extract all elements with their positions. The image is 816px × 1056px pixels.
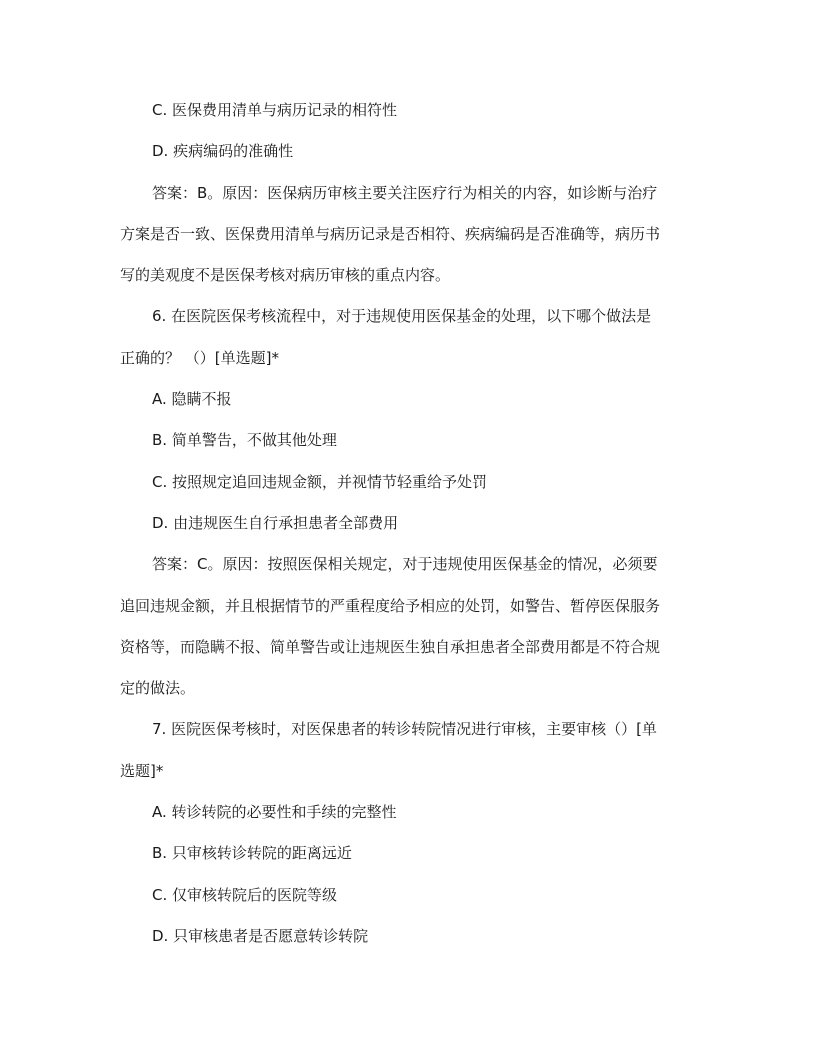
option-c-q5: C. 医保费用清单与病历记录的相符性: [152, 101, 398, 119]
answer-q5-line-3: 写的美观度不是医保考核对病历审核的重点内容。: [120, 266, 451, 285]
document-body: [120, 90, 698, 957]
question-6-line-2: 正确的？ （）[单选题]*: [120, 348, 279, 367]
answer-q6-line-1: 答案：C。原因：按照医保相关规定，对于违规使用医保基金的情况，必须要: [152, 555, 658, 574]
answer-q5-line-2: 方案是否一致、医保费用清单与病历记录是否相符、疾病编码是否准确等，病历书: [120, 224, 661, 243]
question-7-line-1: 7. 医院医保考核时，对医保患者的转诊转院情况进行审核，主要审核（）[单: [152, 720, 657, 739]
question-6-line-1: 6. 在医院医保考核流程中，对于违规使用医保基金的处理，以下哪个做法是: [152, 307, 652, 326]
option-d-q5: D. 疾病编码的准确性: [152, 142, 294, 161]
option-a-q6: A. 隐瞒不报: [152, 390, 232, 409]
option-a-q7: A. 转诊转院的必要性和手续的完整性: [152, 803, 397, 822]
answer-q5-line-1: 答案：B。原因：医保病历审核主要关注医疗行为相关的内容，如诊断与治疗: [152, 183, 658, 202]
answer-q6-line-3: 资格等，而隐瞒不报、简单警告或让违规医生独自承担患者全部费用都是不符合规: [120, 637, 661, 656]
option-d-q6: D. 由违规医生自行承担患者全部费用: [152, 513, 399, 532]
answer-q6-line-2: 追回违规金额，并且根据情节的严重程度给予相应的处罚，如警告、暂停医保服务: [120, 596, 661, 615]
option-c-q6: C. 按照规定追回违规金额，并视情节轻重给予处罚: [152, 472, 488, 491]
option-b-q7: B. 只审核转诊转院的距离远近: [152, 844, 352, 863]
question-7-line-2: 选题]*: [120, 761, 164, 780]
option-d-q7: D. 只审核患者是否愿意转诊转院: [152, 926, 369, 945]
option-b-q6: B. 简单警告，不做其他处理: [152, 431, 337, 450]
option-c-q7: C. 仅审核转院后的医院等级: [152, 885, 338, 904]
answer-q6-line-4: 定的做法。: [120, 679, 196, 698]
